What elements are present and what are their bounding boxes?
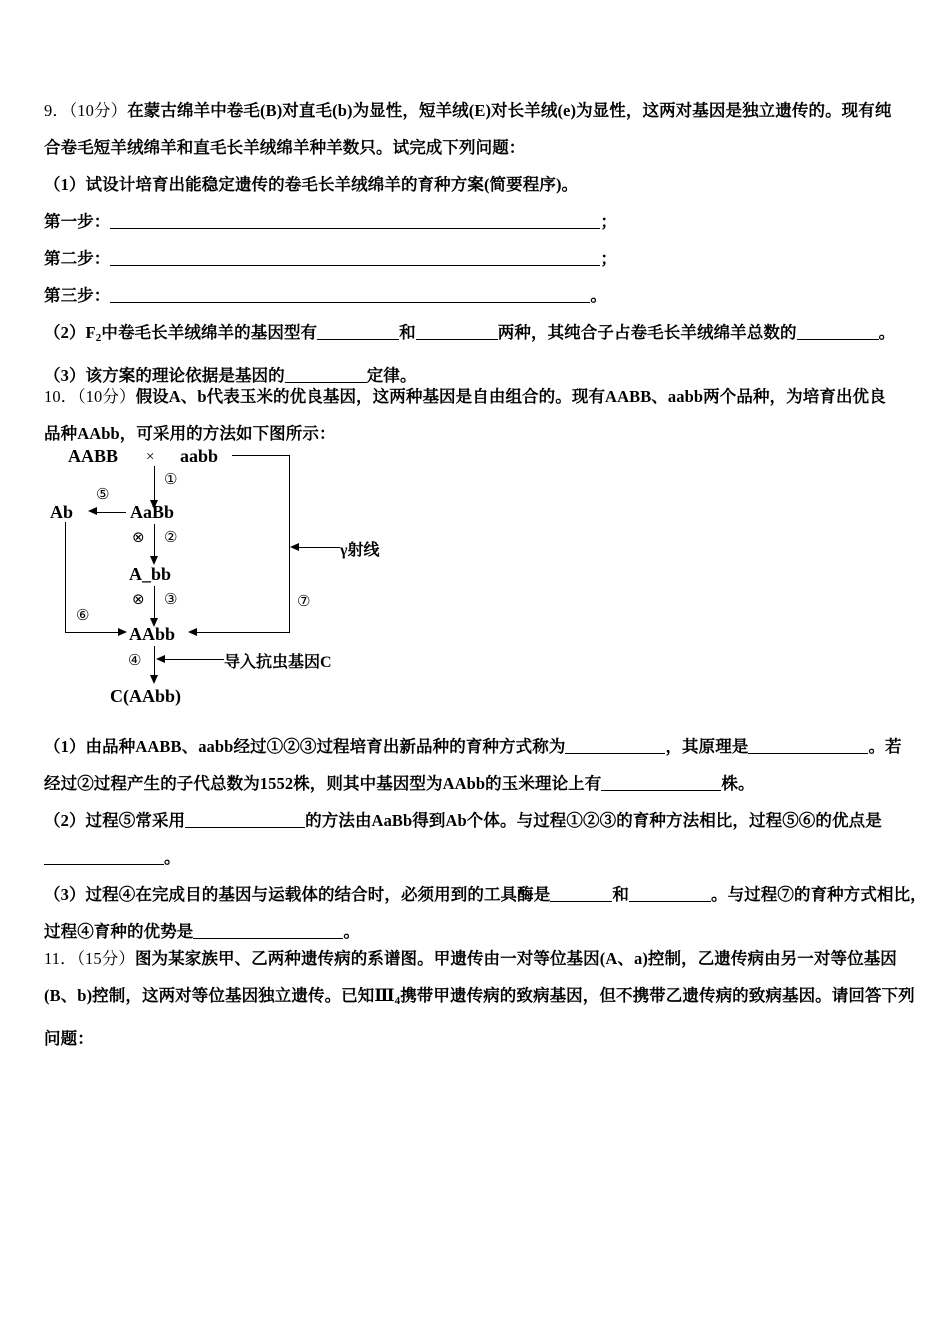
q9-part2-subscript: 2	[95, 332, 102, 344]
diagram-arrow-1-shaft	[154, 466, 155, 504]
q9-stem-line1	[44, 92, 910, 129]
q9-step-1-terminator: ；	[600, 212, 618, 231]
q10-part1-blank-3[interactable]	[601, 776, 721, 791]
q10-part1-text-e: 株。	[721, 774, 755, 793]
q9-stem-line2	[44, 129, 910, 166]
q10-part3-blank-3[interactable]	[193, 924, 343, 939]
diagram-self-cross-symbol-2: ⊗	[132, 528, 145, 546]
diagram-arrow-2-shaft	[154, 524, 155, 560]
q9-step-3-answer-blank[interactable]	[110, 288, 590, 303]
q9-part2-text-e: 。	[878, 323, 896, 342]
q11-stem-text3: 问题：	[44, 1029, 94, 1048]
q9-step-1-answer-blank[interactable]	[110, 214, 600, 229]
diagram-annotation-insert-gene: 导入抗虫基因C	[224, 654, 332, 671]
q9-stem-text2: 合卷毛短羊绒绵羊和直毛长羊绒绵羊种羊数只。试完成下列问题：	[44, 138, 526, 157]
diagram-arrow-7-head	[188, 628, 197, 636]
diagram-gamma-arrow-shaft	[296, 547, 340, 548]
diagram-self-cross-symbol-3: ⊗	[132, 590, 145, 608]
diagram-annotation-gamma-ray: γ射线	[340, 542, 380, 559]
q10-part1-blank-2[interactable]	[748, 739, 868, 754]
q9-part3-text-b: 定律。	[366, 366, 417, 385]
diagram-node-parent1: AABB	[68, 446, 119, 466]
diagram-insertgene-arrow-head	[156, 655, 165, 663]
q10-part3-text-c: 。与过程⑦的育种方式相比，	[710, 885, 927, 904]
q9-part1-label: （1）试设计培育出能稳定遗传的卷毛长羊绒绵羊的育种方案(简要程序)。	[44, 175, 579, 194]
q9-step-3-terminator: 。	[590, 286, 608, 305]
q10-part2-blank-1[interactable]	[185, 813, 305, 828]
q9-number: 9．	[44, 101, 69, 120]
q10-part3-text-e: 。	[343, 922, 361, 941]
q10-stem-text2: 品种AAbb，可采用的方法如下图所示：	[44, 424, 336, 443]
q9-part2	[44, 314, 910, 357]
q11-stem-subscript: 4	[394, 995, 401, 1007]
q10-part2-line1	[44, 802, 910, 839]
q9-step-3	[44, 277, 910, 314]
q10-part1-text-d: 经过②过程产生的子代总数为1552株，则其中基因型为AAbb的玉米理论上有	[44, 774, 602, 793]
diagram-arrow-7-shaft	[194, 632, 289, 633]
diagram-node-haploid: Ab	[50, 502, 74, 522]
q11-stem-text2-b: 携带甲遗传病的致病基因，但不携带乙遗传病的致病基因。请回答下列	[400, 986, 915, 1005]
diagram-process-label-4: ④	[128, 651, 142, 669]
q10-marks: （10分）	[77, 387, 136, 406]
diagram-process-label-3: ③	[164, 590, 178, 608]
diagram-process-label-6: ⑥	[76, 606, 90, 624]
q11-marks: （15分）	[76, 949, 135, 968]
q10-part2-blank-2[interactable]	[44, 850, 164, 865]
diagram-cross-symbol: ×	[146, 449, 155, 465]
diagram-process-label-2: ②	[164, 528, 178, 546]
diagram-gamma-arrow-head	[290, 543, 299, 551]
diagram-node-final: C(AAbb)	[110, 686, 182, 706]
q11-stem-line2	[44, 977, 915, 1020]
q9-part2-blank-2[interactable]	[416, 325, 498, 340]
diagram-process-label-5: ⑤	[96, 485, 110, 503]
q9-part2-text-a: （2）F	[44, 323, 96, 342]
diagram-arrow-5-shaft	[96, 512, 126, 513]
diagram-arrow-5-head	[88, 507, 97, 515]
q10-part1-text-b: ，其原理是	[665, 737, 749, 756]
q10-part3-blank-1[interactable]	[550, 887, 612, 902]
q10-part3-text-b: 和	[612, 885, 629, 904]
maize-breeding-flowchart	[44, 440, 464, 720]
diagram-arrow-4-head	[150, 675, 158, 684]
q9-part2-text-c: 和	[399, 323, 416, 342]
q10-part2-text-a: （2）过程⑤常采用	[44, 811, 186, 830]
diagram-process-label-1: ①	[164, 470, 178, 488]
question-10-parts	[44, 728, 927, 950]
question-9	[44, 92, 910, 394]
q9-step-1-label: 第一步：	[44, 212, 111, 231]
q10-number: 10．	[44, 387, 78, 406]
diagram-node-parent2: aabb	[180, 446, 219, 466]
q9-step-2	[44, 240, 910, 277]
q11-stem-line1	[44, 940, 910, 977]
q10-stem-text1: 假设A、b代表玉米的优良基因，这两种基因是自由组合的。现有AABB、aabb两个品种，为培育出优良	[135, 387, 886, 406]
q9-stem-text1: 在蒙古绵羊中卷毛(B)对直毛(b)为显性，短羊绒(E)对长羊绒(e)为显性，这两对基因是独立遗传的。现有纯	[127, 101, 892, 120]
diagram-node-target: AAbb	[129, 624, 176, 644]
q11-number: 11．	[44, 949, 77, 968]
q9-step-2-answer-blank[interactable]	[110, 251, 600, 266]
q9-part2-blank-1[interactable]	[317, 325, 399, 340]
question-11	[44, 940, 915, 1057]
q9-step-2-label: 第二步：	[44, 249, 111, 268]
q11-stem-text2-a: (B、b)控制，这两对等位基因独立遗传。已知Ⅲ	[44, 986, 395, 1005]
q10-part3-text-a: （3）过程④在完成目的基因与运载体的结合时，必须用到的工具酶是	[44, 885, 551, 904]
q9-part2-text-b: 中卷毛长羊绒绵羊的基因型有	[101, 323, 318, 342]
diagram-process-label-7: ⑦	[297, 592, 311, 610]
diagram-insertgene-arrow-shaft	[162, 659, 224, 660]
q10-part2-text-b: 的方法由AaBb得到Ab个体。与过程①②③的育种方法相比，过程⑤⑥的优点是	[305, 811, 882, 830]
q10-part1-line2	[44, 765, 910, 802]
q10-part1-blank-1[interactable]	[565, 739, 665, 754]
q10-part2-text-c: 。	[164, 848, 181, 867]
q9-part1	[44, 166, 910, 203]
diagram-rail-left-vertical	[65, 522, 66, 633]
q9-marks: （10分）	[68, 101, 128, 120]
q10-part3-text-d: 过程④育种的优势是	[44, 922, 194, 941]
q9-step-2-terminator: ；	[600, 249, 618, 268]
q10-part1-text-c: 。若	[868, 737, 902, 756]
q9-part2-blank-3[interactable]	[797, 325, 879, 340]
q10-part2-line2	[44, 839, 910, 876]
diagram-arrow-6-head	[118, 628, 127, 636]
q10-part1-line1	[44, 728, 910, 765]
q9-step-1	[44, 203, 910, 240]
diagram-node-f1: AaBb	[130, 502, 175, 522]
diagram-connector-aabb-to-rail	[232, 455, 289, 456]
q9-step-3-label: 第三步：	[44, 286, 111, 305]
diagram-arrow-6-shaft	[65, 632, 121, 633]
q10-part3-blank-2[interactable]	[629, 887, 711, 902]
q10-part3-line1	[44, 876, 927, 913]
q9-part3-text-a: （3）该方案的理论依据是基因的	[44, 366, 285, 385]
diagram-node-f2: A_bb	[129, 564, 172, 584]
q11-stem-text1: 图为某家族甲、乙两种遗传病的系谱图。甲遗传由一对等位基因(A、a)控制，乙遗传病由另一对等位基因	[134, 949, 897, 968]
q11-stem-line3	[44, 1020, 910, 1057]
q9-part2-text-d: 两种，其纯合子占卷毛长羊绒绵羊总数的	[497, 323, 797, 342]
diagram-arrow-3-shaft	[154, 586, 155, 622]
q10-stem-line1	[44, 378, 910, 415]
q10-part1-text-a: （1）由品种AABB、aabb经过①②③过程培育出新品种的育种方式称为	[44, 737, 566, 756]
